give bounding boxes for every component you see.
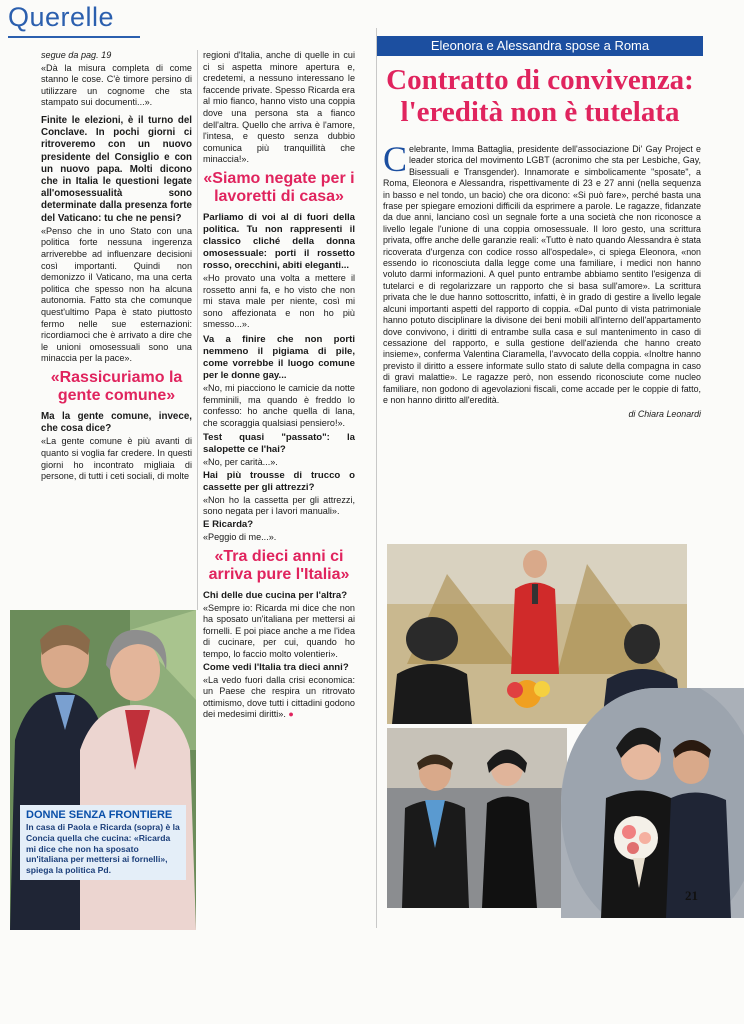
couple-photo (10, 610, 196, 930)
paragraph: «Sempre io: Ricarda mi dice che non ha sposato un'italiana per mettersi ai fornelli. E poi piace anche a me l'idea di cucinare, per cui, quando ho tempo, lo faccio molto volentieri». (203, 602, 355, 660)
photo-caption (20, 805, 186, 880)
question: E Ricarda? (203, 519, 254, 531)
kicker-bar: Eleonora e Alessandra spose a Roma (377, 36, 703, 56)
question: Ma la gente comune, invece, che cosa dice? (41, 410, 192, 435)
title-line-2: l'eredità non è tutelata (400, 96, 680, 128)
paragraph-text: «La vedo fuori dalla crisi economica: un Paese che respira un ritrovato ottimismo, dove tutti i cittadini godono dei medesimi diritti». (203, 674, 355, 720)
couple-wedding-illustration (387, 728, 567, 908)
title-line-1: Contratto di convivenza: (386, 64, 694, 96)
page-number: 21 (685, 888, 698, 903)
body-text: elebrante, Imma Battaglia, presidente dell'associazione Di' Gay Project e leader storica del movimento LGBT (acronimo che sta per Lesbiche, Gay, Bisessuali e Transgender). Innamorate e simbolicamente "sposate", a Roma, Eleonora e Alessandra, rispettivamente di 23 e 27 anni (nella sequenza in basso e nel tondo, un bacio) che ora dicono: «Si può fare», perché basta una frase per spiegare emozioni difficili da esprimere a parole. Le ragazze, fidanzate da due anni, lanciano così un segnale forte a una società che non riconosce a livello legale l'unione di una coppia omosessuale. Il loro gesto, una scrittura privata, offre anche delle garanzie reali: «Tutto è nato quando Alessandra è stata ricoverata d'urgenza con codice rosso all'ospedale», ci spiega Eleonora, «non essendo io riconosciuta dalla legge come una familiare, i medici non hanno voluto darmi informazioni. A quel punto entrambe abbiamo sentito l'esigenza di tutelarci e di regolarizzare un rapporto che si basa sull'amore». La scrittura privata che le due hanno sottoscritto, infatti, è in grado di gestire a livello legale alcuni importanti aspetti del rapporto di coppia. «Dal punto di vista patrimoniale hanno potuto disciplinare la divisone dei beni mobili all'interno dell'appartamento dove convivono, i diritti di entrambe sulla casa e sul mantenimento in caso di cessazione del rapporto, e sulla gestione dell'azienda che hanno creato insieme», conferma Valentina Ciaramella, l'avvocato della coppia. «Inoltre hanno previsto il diritto a essere informate sullo stato di salute della compagna in caso di gravi malattie». Le ragazze però, non essendo riconosciute come nucleo familiare, non godono di agevolazioni fiscali, come accade per le coppie di fatto, e non hanno diritto all'eredità. (383, 144, 701, 405)
paragraph: «No, per carità...». (203, 457, 278, 468)
header-rule (8, 36, 140, 38)
couple-illustration (10, 610, 196, 930)
paragraph: «Dà la misura completa di come stanno le cose. C'è timore persino di utilizzare un cognome che sta stampato sui documenti...». (41, 62, 192, 108)
question: Parliamo di voi al di fuori della politica. Tu non rappresenti il classico cliché della donna omosessuale: porti il rossetto rosso, orecchini, abiti eleganti... (203, 211, 355, 271)
subhead: «Rassicuriamo la gente comune» (50, 368, 183, 404)
question: Va a finire che non porti nemmeno il pigiama di pile, come vorrebbe il luogo comune per le donne gay... (203, 333, 355, 381)
end-mark-icon: ● (288, 709, 294, 720)
continued-note: segue da pag. 19 (41, 50, 112, 60)
article-body (383, 139, 701, 421)
question: Test quasi "passato": la salopette ce l'hai? (203, 432, 355, 456)
paragraph: «La gente comune è più avanti di quanto si voglia far credere. In questi giorni ho incontrato migliaia di persone, di tutti i ceti sociali, di molte (41, 436, 192, 482)
byline: di Chiara Leonardi (628, 409, 701, 420)
paragraph (203, 675, 355, 721)
section-title: Querelle (8, 2, 115, 32)
paragraph: «Ho provato una volta a mettere il rossetto anni fa, e ho visto che non mi stava male per niente, così mi sono affezionata e non ho più smesso...». (203, 272, 355, 330)
column-2 (203, 50, 355, 722)
paragraph: «Penso che in uno Stato con una politica forte nessuna ingerenza arriverebbe ad influenzare decisioni così importanti. Quindi non demonizzo il Vaticano, ma una certa politica che spesso non ha alcuna autonomia. Fatto sta che comunque quest'ultimo Papa è stato piuttosto fermo nelle sue esternazioni: ricordiamoci che è arrivato a dire che le unioni omosessuali sono una minaccia per la pace». (41, 225, 192, 364)
kiss-illustration (561, 688, 744, 918)
caption-text: In casa di Paola e Ricarda (sopra) è la Concia quella che cucina: «Ricarda mi dice che non ha sposato un'italiana per mettersi ai fornelli», spiega la politica Pd. (26, 822, 180, 876)
paragraph: regioni d'Italia, anche di quelle in cui ci si aspetta minore apertura e, credetemi, a nessuno interessano le faccende private. Spesso Ricarda era al mio fianco, hanno visto una coppia dove una persona sta a fianco dell'altra. Quello che arriva è l'amore, l'intesa, e questo senza dubbio comunica più tranquillità che minaccia!». (203, 50, 355, 165)
paragraph: «No, mi piacciono le camicie da notte femminili, ma quando è freddo lo confesso: ho anche quella di lana, che scoraggia qualsiasi pensiero!». (203, 382, 355, 428)
question: Come vedi l'Italia tra dieci anni? (203, 661, 349, 673)
paragraph: «Peggio di me...». (203, 532, 277, 543)
column-divider (197, 50, 198, 610)
right-article (376, 28, 707, 928)
column-1 (41, 50, 192, 484)
subhead: «Tra dieci anni ci arriva pure l'Italia» (208, 547, 350, 583)
paragraph: «Non ho la cassetta per gli attrezzi, sono negata per i lavori manuali». (203, 494, 355, 517)
article-title (377, 64, 703, 128)
question: Hai più trousse di trucco o cassette per gli attrezzi? (203, 469, 355, 493)
kiss-round-photo (561, 688, 744, 918)
subhead: «Siamo negate per i lavoretti di casa» (203, 169, 355, 205)
drop-cap: C (383, 139, 408, 179)
question: Finite le elezioni, è il turno del Conclave. In pochi giorni ci ritroveremo con un nuovo presidente del Consiglio e con un nuovo papa. Molti dicono che in Italia le questioni legate all'omosessualità sono determinate dalla presenza forte del Vaticano: tu che ne pensi? (41, 114, 192, 224)
couple-wedding-photo (387, 728, 567, 908)
question: Chi delle due cucina per l'altra? (203, 589, 348, 601)
caption-title: DONNE SENZA FRONTIERE (26, 809, 173, 821)
